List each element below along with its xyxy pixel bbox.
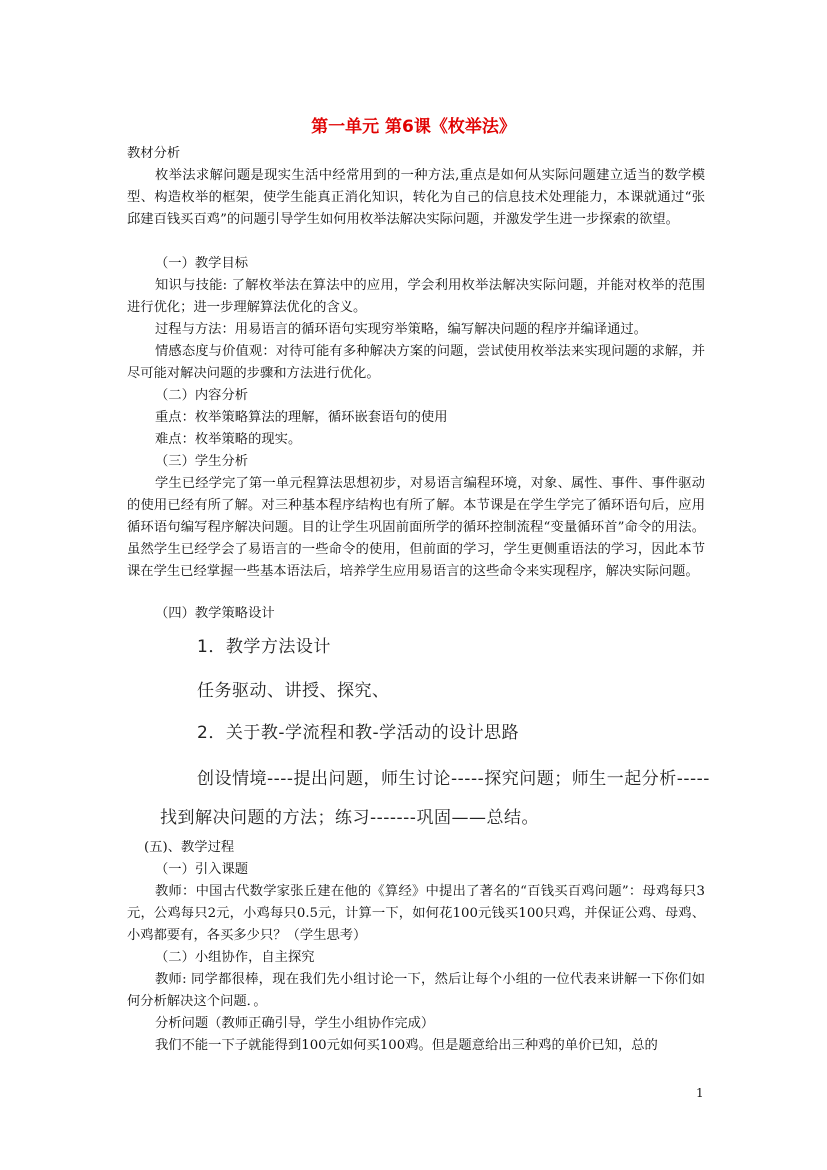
difficult-point: 难点：枚举策略的现实。 [155, 432, 302, 447]
goal-process-paragraph: 过程与方法：用易语言的循环语句实现穷举策略，编写解决问题的程序并编译通过。 [155, 322, 647, 337]
analyze-heading: 分析问题（教师正确引导，学生小组协作完成） [155, 1016, 435, 1031]
page-number: 1 [696, 1086, 704, 1100]
goal-heading: （一）教学目标 [155, 256, 249, 271]
page-title: 第一单元 第6课《枚举法》 [311, 117, 516, 137]
strategy-heading: （四）教学策略设计 [155, 606, 275, 621]
method-text: 任务驱动、讲授、探究、 [197, 681, 390, 701]
student-paragraph: 学生已经学完了第一单元程算法思想初步，对易语言编程环境，对象、属性、事件、事件驱动的使用已经有所了解。对三种基本程序结构也有所了解。本节课是在学生学完了循环语句后，应用循环语句编写程序解决问题。目的让学生巩固前面所学的循环控制流程“变量循环首”命令的用法。虽然学生已经学会了易语言的一些命令的使用，但前面的学习，学生更侧重语法的学习，因此本节课在学生已经掌握一些基本语法后，培养学生应用易语言的这些命令来实现程序，解决实际问题。 [127, 476, 705, 579]
flow-line-1: 创设情境----提出问题，师生讨论-----探究问题；师生一起分析----- [197, 769, 710, 789]
group-paragraph: 教师: 同学都很棒，现在我们先小组讨论一下，然后让每个小组的一位代表来讲解一下你们如何分析解决这个问题．。 [127, 972, 705, 1009]
intro-paragraph: 教师：中国古代数学家张丘建在他的《算经》中提出了著名的“百钱买百鸡问题”：母鸡每只3元，公鸡每只2元，小鸡每只0.5元，计算一下，如何花100元钱买100只鸡，并保证公鸡、母鸡、小鸡都要有，各买多少只？（学生思考） [127, 884, 705, 943]
analyze-paragraph: 我们不能一下子就能得到100元如何买100鸡。但是题意给出三种鸡的单价已知，总的 [155, 1038, 658, 1053]
intro-heading: （一）引入课题 [155, 862, 249, 877]
flow-heading: 2．关于教-学流程和教-学活动的设计思路 [197, 723, 520, 743]
student-heading: （三）学生分析 [155, 454, 249, 469]
analysis-paragraph: 枚举法求解问题是现实生活中经常用到的一种方法,重点是如何从实际问题建立适当的数学模型、构造枚举的框架，使学生能真正消化知识，转化为自己的信息技术处理能力，本课就通过“张邱建百钱买百鸡”的问题引导学生如何用枚举法解决实际问题，并激发学生进一步探索的欲望。 [127, 168, 705, 227]
goal-emotion-paragraph: 情感态度与价值观：对待可能有多种解决方案的问题，尝试使用枚举法来实现问题的求解，并尽可能对解决问题的步骤和方法进行优化。 [127, 344, 705, 381]
process-heading: (五)、教学过程 [144, 840, 235, 855]
method-heading: 1．教学方法设计 [197, 637, 331, 657]
key-point: 重点：枚举策略算法的理解，循环嵌套语句的使用 [155, 410, 448, 425]
flow-line-2: 找到解决问题的方法；练习-------巩固——总结。 [160, 808, 539, 828]
analysis-heading: 教材分析 [127, 146, 181, 161]
group-heading: （二）小组协作，自主探究 [155, 950, 315, 965]
goal-knowledge-paragraph: 知识与技能: 了解枚举法在算法中的应用，学会利用枚举法解决实际问题，并能对枚举的范围进行优化；进一步理解算法优化的含义。 [127, 278, 705, 315]
content-heading: （二）内容分析 [155, 388, 249, 403]
